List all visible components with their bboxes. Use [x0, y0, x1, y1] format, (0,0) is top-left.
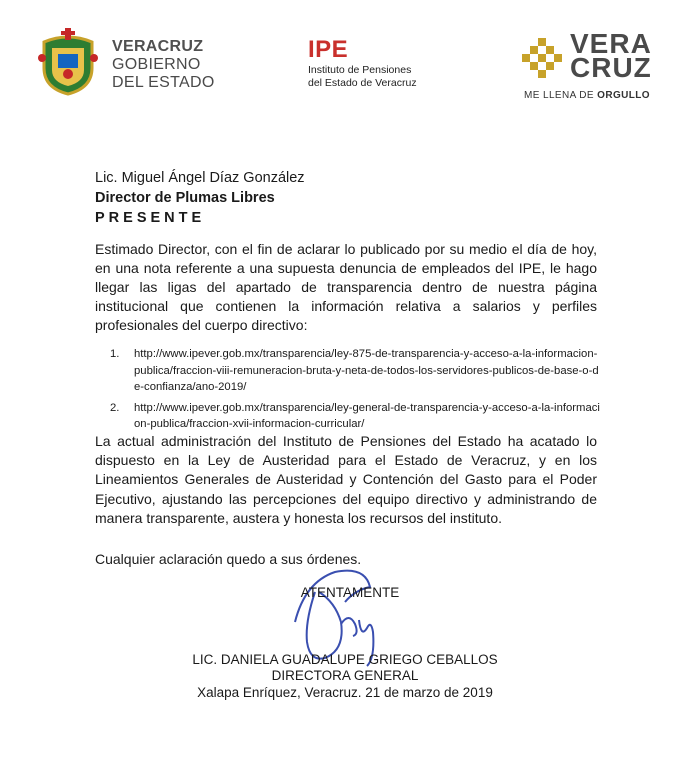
body-paragraph-3: Cualquier aclaración quedo a sus órdenes.	[95, 551, 362, 567]
gov-line-gobierno: GOBIERNO	[112, 56, 201, 73]
atentamente-label: ATENTAMENTE	[300, 585, 400, 600]
gov-line-estado: DEL ESTADO	[112, 74, 215, 91]
veracruz-orgullo-logo	[520, 28, 660, 104]
vc-word-cruz: CRUZ	[570, 52, 652, 83]
presente-label: PRESENTE	[95, 210, 206, 226]
transparency-link-2[interactable]: http://www.ipever.gob.mx/transparencia/ley-general-de-transparencia-y-acceso-a-la-informacion-publica/fraccion-xvii-informacion-curricular/	[134, 401, 600, 430]
body-paragraph-1: Estimado Director, con el fin de aclarar lo publicado por su medio el día de hoy, en una nota referente a una supuesta denuncia de empleados del IPE, le hago llegar las ligas del apartado de transparencia dentro de nuestra página institucional que contienen la información relativa a salarios y perfiles profesionales del cuerpo directivo:	[95, 241, 597, 333]
vc-word-vera: VERA	[570, 28, 652, 59]
list-item-number: 2.	[110, 401, 120, 414]
gov-line-veracruz: VERACRUZ	[112, 38, 204, 55]
vc-slogan	[524, 90, 650, 101]
list-item	[110, 400, 600, 433]
transparency-link-1[interactable]: http://www.ipever.gob.mx/transparencia/ley-875-de-transparencia-y-acceso-a-la-informacion-publica/fraccion-viii-remuneracion-bruta-y-neta-de-todos-los-servidores-publicos-de-base-o-de-confianza/ano-2019/	[134, 348, 599, 393]
transparency-links-list	[110, 346, 600, 437]
place-and-date: Xalapa Enríquez, Veracruz. 21 de marzo de 2019	[197, 685, 493, 700]
ipe-mark: IPE	[308, 36, 349, 63]
vc-slogan-bold: ORGULLO	[597, 90, 650, 101]
addressee-block	[95, 168, 615, 228]
veracruz-knot-logo-icon	[520, 36, 564, 80]
veracruz-coat-of-arms-icon	[34, 28, 102, 96]
recipient-position: Director de Plumas Libres	[95, 190, 275, 206]
ipe-logo	[308, 38, 458, 90]
body-paragraph-2: La actual administración del Instituto de Pensiones del Estado ha acatado lo dispuesto en la Ley de Austeridad para el Estado de Veracruz, y en los Lineamientos Generales de Austeridad y Contención del Gasto para el Poder Ejecutivo, ajustando las percepciones del equipo directivo y administrando de manera transparente, austera y honesta los recursos del instituto.	[95, 433, 597, 526]
list-item	[110, 346, 600, 396]
vc-slogan-plain: ME LLENA DE	[524, 90, 598, 101]
veracruz-government-logo	[34, 28, 234, 98]
recipient-name: Lic. Miguel Ángel Díaz González	[95, 170, 305, 186]
signer-title: DIRECTORA GENERAL	[271, 668, 419, 683]
list-item-number: 1.	[110, 348, 120, 360]
signer-name: LIC. DANIELA GUADALUPE GRIEGO CEBALLOS	[192, 652, 498, 667]
ipe-name-line1: Instituto de Pensiones	[308, 64, 412, 76]
ipe-name-line2: del Estado de Veracruz	[308, 77, 417, 89]
